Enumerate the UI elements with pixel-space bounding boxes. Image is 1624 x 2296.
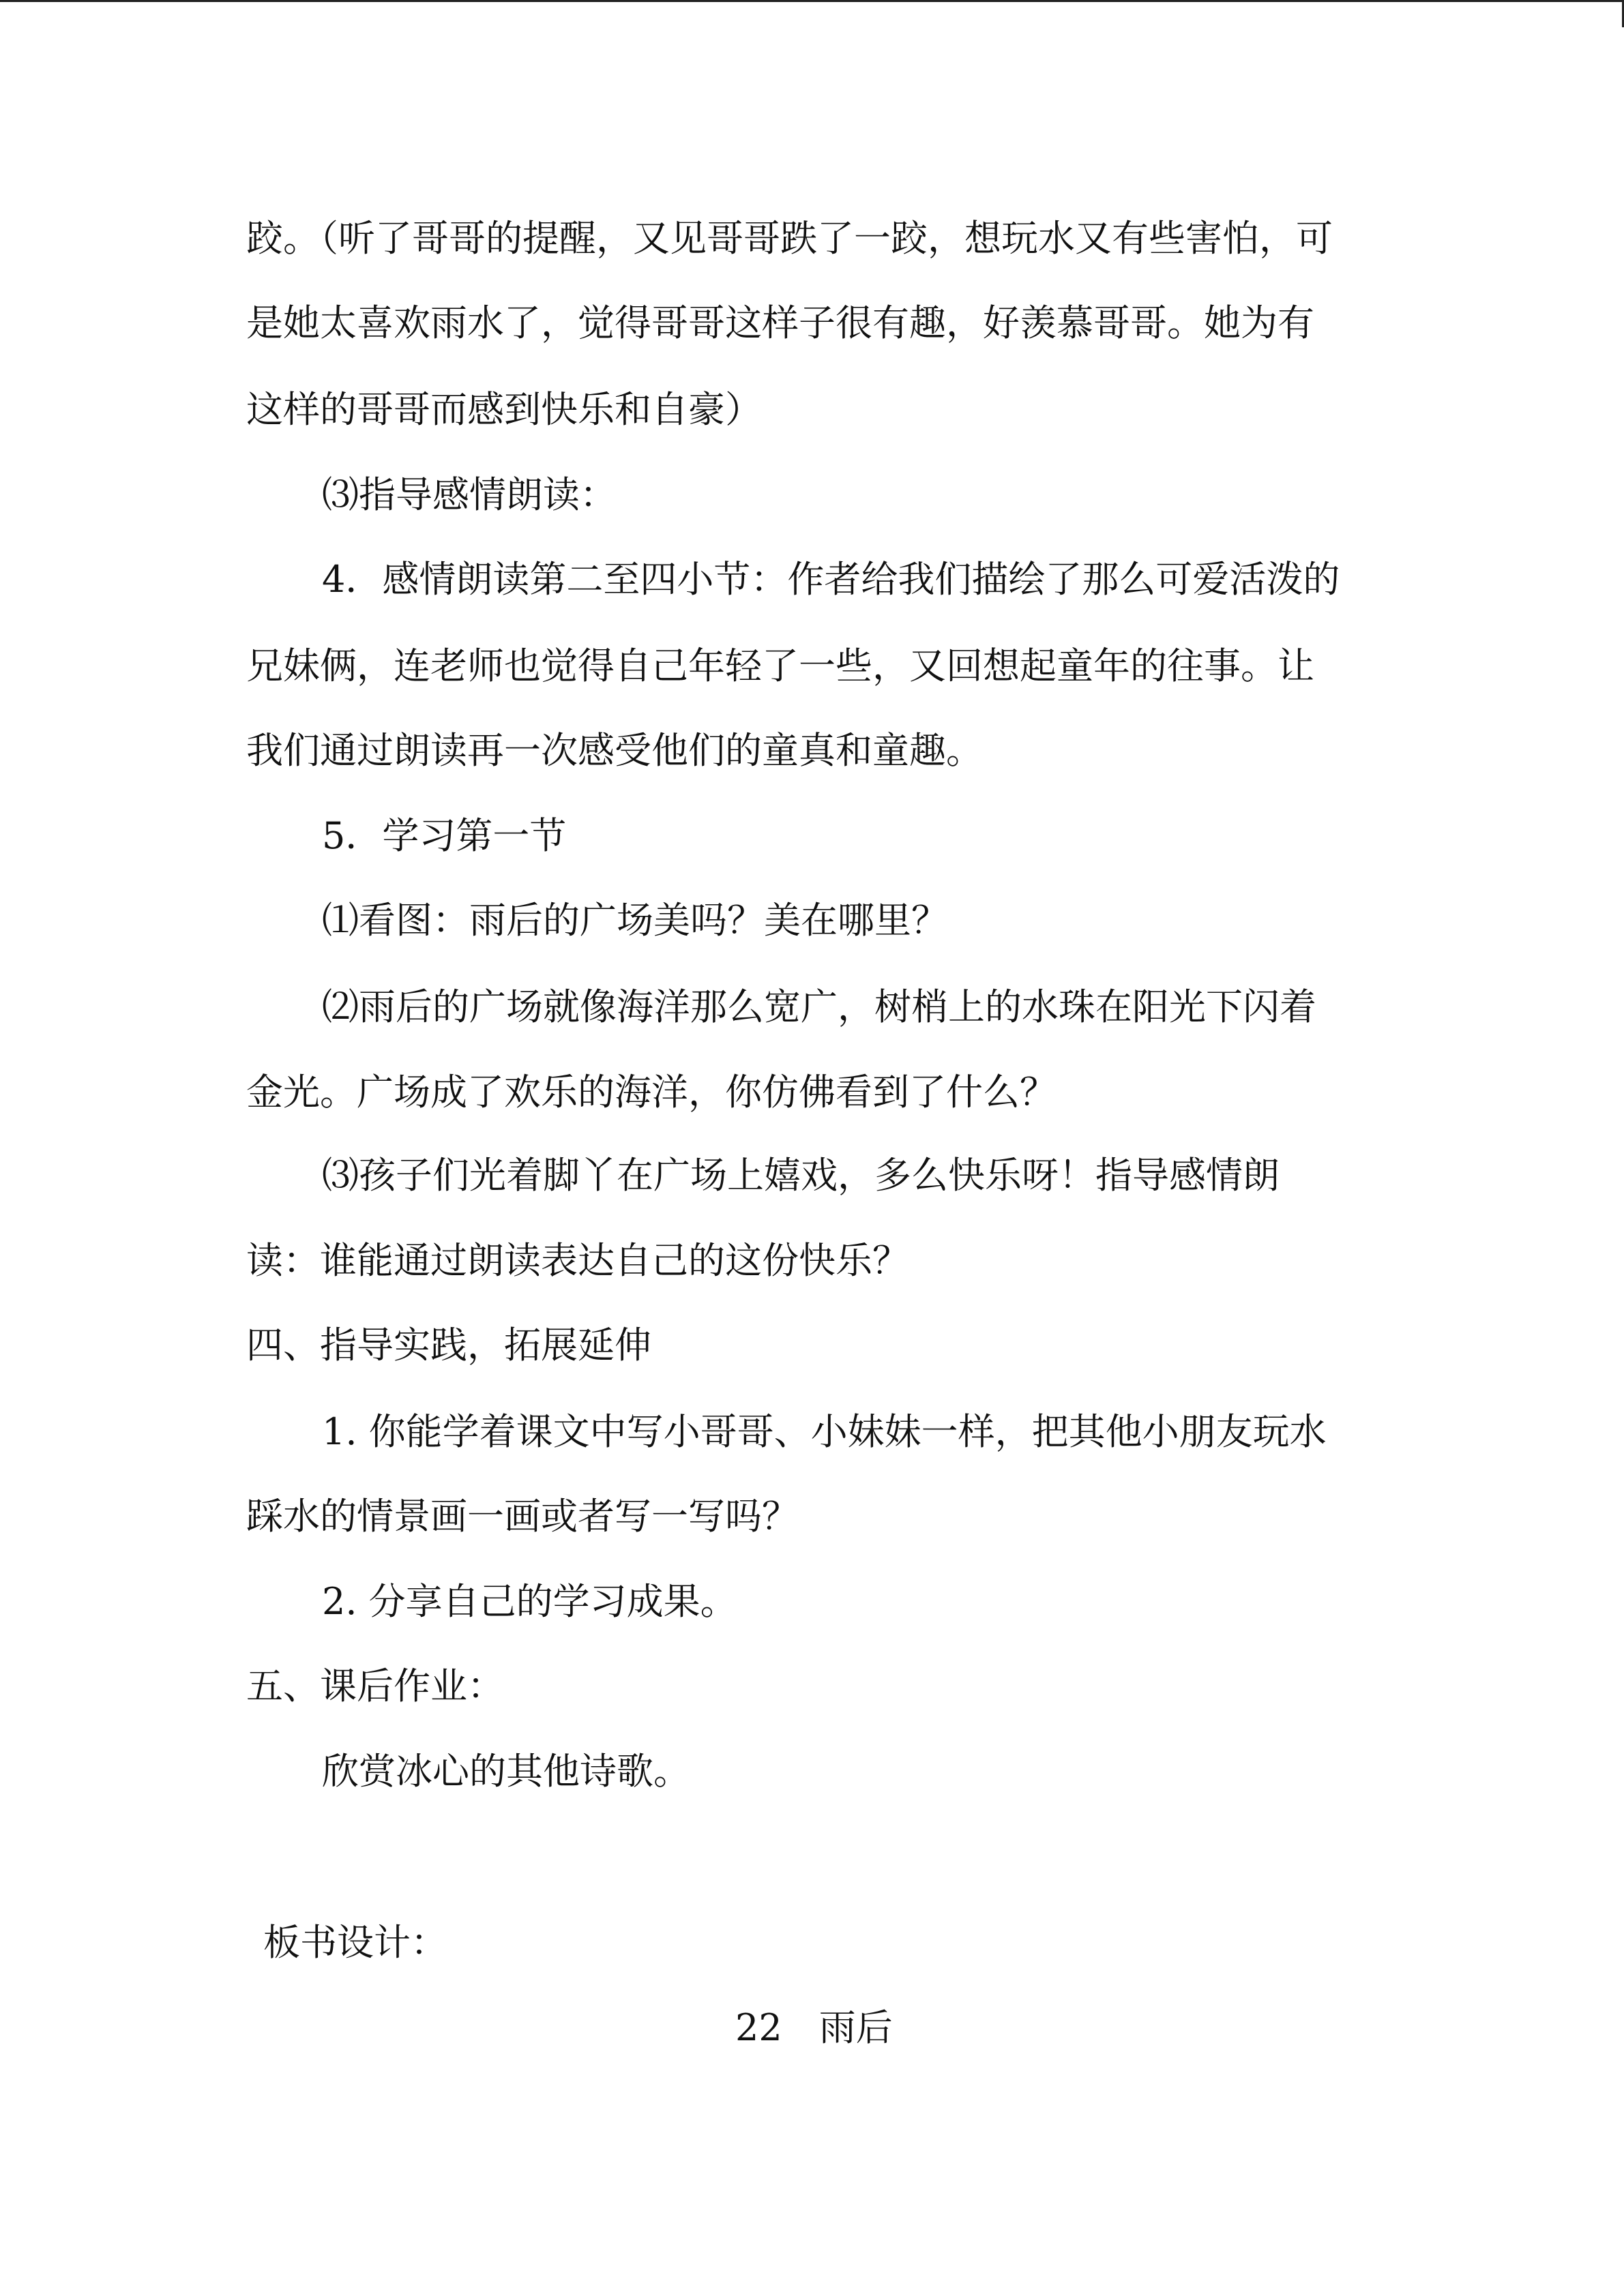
- section-heading: 四、指导实践，拓展延伸: [246, 1324, 651, 1367]
- paragraph-line: 踩水的情景画一画或者写一写吗？: [246, 1495, 799, 1538]
- step-heading-line: 1. 你能学着课文中写小哥哥、小妹妹一样，把其他小朋友玩水: [322, 1410, 1327, 1453]
- subitem-line: ⑶指导感情朗读：: [322, 473, 617, 516]
- subitem-line: ⑴看图：雨后的广场美吗？美在哪里？: [322, 899, 948, 942]
- paragraph-line: 欣赏冰心的其他诗歌。: [322, 1750, 690, 1793]
- paragraph-line: 兄妹俩，连老师也觉得自己年轻了一些，又回想起童年的往事。让: [246, 644, 1314, 687]
- paragraph-line: 金光。广场成了欢乐的海洋，你仿佛看到了什么？: [246, 1071, 1057, 1114]
- section-heading: 五、课后作业：: [246, 1665, 504, 1708]
- paragraph-line: 这样的哥哥而感到快乐和自豪）: [246, 388, 762, 431]
- paragraph-line: 跤。（听了哥哥的提醒，又见哥哥跌了一跤，想玩水又有些害怕，可: [246, 217, 1333, 260]
- subitem-line: ⑶孩子们光着脚丫在广场上嬉戏，多么快乐呀！指导感情朗: [322, 1154, 1280, 1197]
- page-border: [0, 0, 1624, 2]
- board-design-label: 板书设计：: [263, 1921, 447, 1964]
- paragraph-line: 我们通过朗读再一次感受他们的童真和童趣。: [246, 729, 983, 772]
- step-heading-line: 4．感情朗读第二至四小节：作者给我们描绘了那么可爱活泼的: [322, 558, 1340, 601]
- step-heading-line: 5．学习第一节: [322, 814, 567, 857]
- step-heading-line: 2. 分享自己的学习成果。: [322, 1580, 737, 1623]
- subitem-line: ⑵雨后的广场就像海洋那么宽广，树梢上的水珠在阳光下闪着: [322, 985, 1316, 1028]
- paragraph-line: 是她太喜欢雨水了，觉得哥哥这样子很有趣，好羡慕哥哥。她为有: [246, 301, 1314, 344]
- board-design-title: 22 雨后: [735, 2006, 893, 2049]
- paragraph-line: 读：谁能通过朗读表达自己的这份快乐？: [246, 1239, 909, 1282]
